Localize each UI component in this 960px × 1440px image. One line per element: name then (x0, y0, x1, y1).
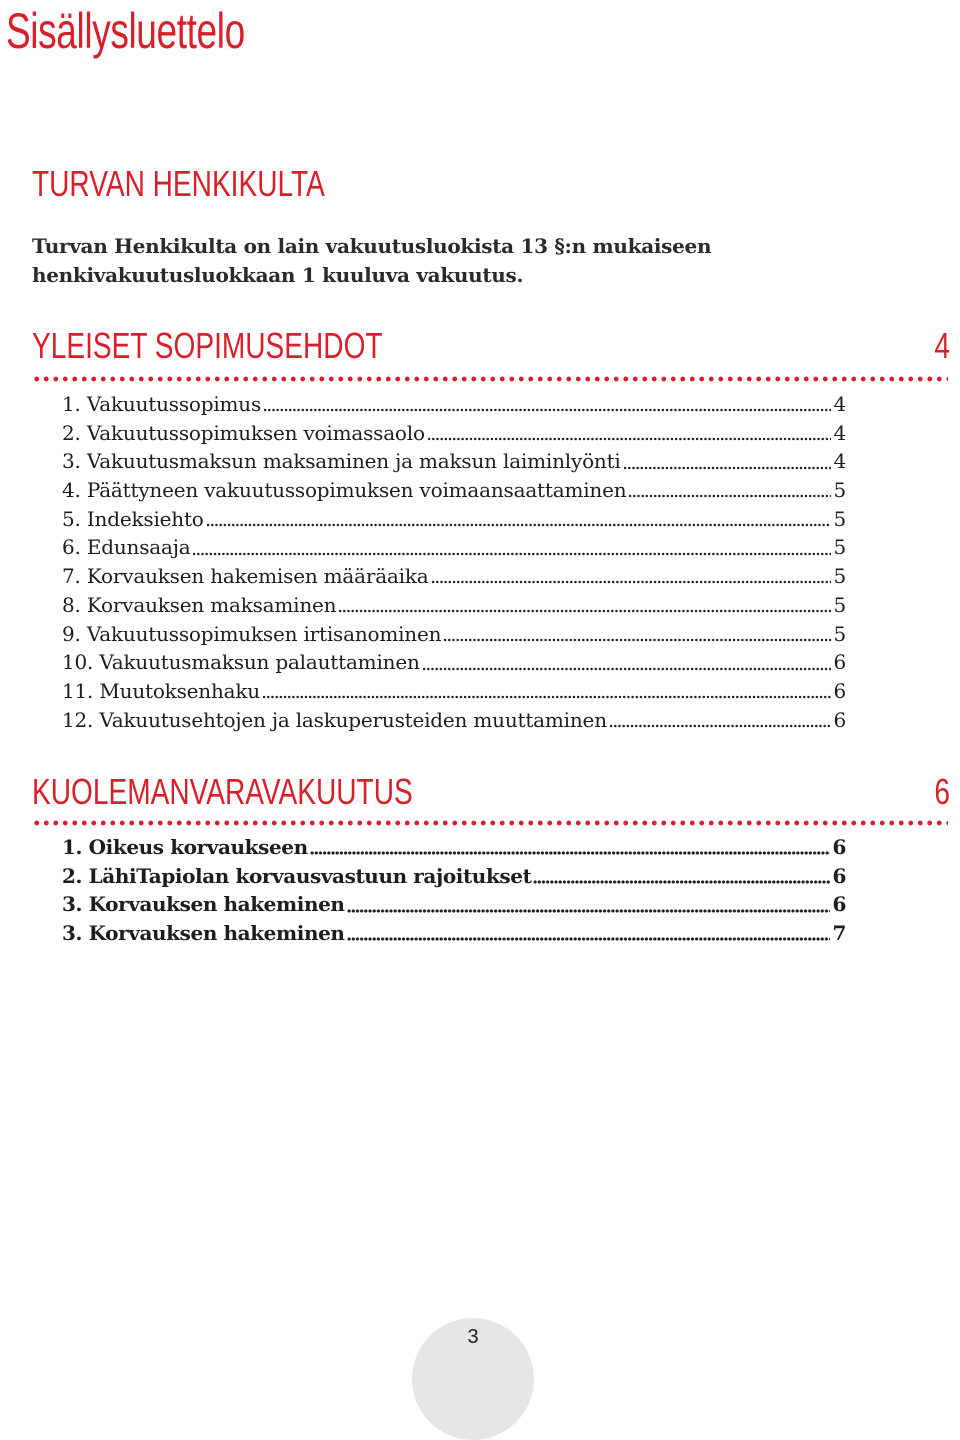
toc-entry[interactable] (62, 505, 846, 534)
toc-entry[interactable] (62, 648, 846, 677)
dot-leader (609, 709, 832, 731)
toc-entry-page: 7 (832, 921, 846, 946)
toc-entry[interactable] (62, 447, 846, 476)
section-page-yleiset: 4 (934, 325, 950, 366)
section-heading-turvan: TURVAN HENKIKULTA (32, 163, 325, 204)
dot-leader (192, 537, 831, 559)
dotted-divider (32, 376, 948, 382)
toc-list-kuolema (62, 833, 846, 948)
dot-leader (347, 894, 831, 916)
toc-entry[interactable] (62, 833, 846, 862)
toc-entry-page: 4 (833, 420, 846, 445)
toc-entry-label: 2. Vakuutussopimuksen voimassaolo (62, 420, 425, 445)
toc-entry-label: 6. Edunsaaja (62, 535, 191, 560)
dotted-divider (32, 820, 948, 826)
section-heading-yleiset: YLEISET SOPIMUSEHDOT (32, 325, 383, 366)
toc-entry-page: 6 (832, 835, 846, 859)
toc-entry-page: 6 (832, 863, 846, 888)
toc-entry[interactable] (62, 591, 846, 620)
toc-entry[interactable] (62, 533, 846, 562)
dot-leader (338, 594, 831, 616)
toc-entry-label: 1. Vakuutussopimus (62, 392, 262, 416)
toc-entry[interactable] (62, 677, 846, 706)
toc-entry-label: 3. Korvauksen hakeminen (62, 921, 345, 946)
toc-entry[interactable] (62, 890, 846, 919)
dot-leader (443, 623, 831, 645)
toc-entry[interactable] (62, 476, 846, 505)
dot-leader (533, 865, 830, 887)
toc-entry-page: 5 (833, 621, 846, 646)
toc-entry-page: 5 (833, 506, 846, 531)
toc-entry-page: 5 (833, 478, 846, 503)
toc-entry-label: 3. Korvauksen hakeminen (62, 892, 345, 917)
toc-entry[interactable] (62, 562, 846, 591)
toc-entry-page: 4 (833, 449, 846, 474)
dot-leader (422, 652, 832, 674)
page-number: 3 (467, 1326, 479, 1348)
toc-entry-page: 5 (833, 535, 846, 560)
toc-entry[interactable] (62, 706, 846, 735)
page-title: Sisällysluettelo (6, 3, 245, 59)
dot-leader (628, 479, 831, 501)
dot-leader (262, 680, 831, 702)
toc-entry-label: 5. Indeksiehto (62, 506, 204, 531)
dot-leader (427, 422, 832, 444)
toc-entry-label: 9. Vakuutussopimuksen irtisanominen (62, 621, 442, 646)
dot-leader (206, 508, 832, 530)
toc-entry-label: 7. Korvauksen hakemisen määräaika (62, 564, 429, 589)
toc-entry-page: 5 (833, 564, 846, 589)
dot-leader (623, 451, 832, 473)
section-page-kuolema: 6 (934, 771, 950, 812)
toc-entry-label: 1. Oikeus korvaukseen (62, 835, 308, 859)
toc-entry-page: 4 (833, 392, 846, 416)
toc-entry[interactable] (62, 620, 846, 649)
intro-text: Turvan Henkikulta on lain vakuutusluokista 13 §:n mukaiseen henkivakuutusluokkaan 1 kuuluva vakuutus. (32, 234, 712, 287)
toc-entry[interactable] (62, 390, 846, 419)
toc-entry-label: 8. Korvauksen maksaminen (62, 592, 337, 617)
toc-entry[interactable] (62, 862, 846, 891)
dot-leader (263, 393, 831, 415)
section-heading-kuolema: KUOLEMANVARAVAKUUTUS (32, 771, 413, 812)
toc-entry-label: 10. Vakuutusmaksun palauttaminen (62, 650, 420, 675)
dot-leader (310, 836, 831, 858)
dot-leader (431, 565, 832, 587)
toc-entry-page: 6 (832, 892, 846, 917)
toc-list-yleiset (62, 390, 846, 734)
toc-entry-label: 11. Muutoksenhaku (62, 678, 260, 703)
dot-leader (347, 922, 831, 944)
toc-entry-label: 3. Vakuutusmaksun maksaminen ja maksun laiminlyönti (62, 449, 621, 474)
toc-entry-page: 6 (833, 707, 846, 732)
toc-entry[interactable] (62, 919, 846, 948)
toc-entry-label: 2. LähiTapiolan korvausvastuun rajoitukset (62, 863, 532, 888)
toc-entry[interactable] (62, 419, 846, 448)
toc-entry-page: 6 (833, 678, 846, 703)
toc-entry-label: 4. Päättyneen vakuutussopimuksen voimaansaattaminen (62, 478, 627, 503)
toc-entry-page: 6 (833, 650, 846, 675)
toc-entry-page: 5 (833, 592, 846, 617)
toc-entry-label: 12. Vakuutusehtojen ja laskuperusteiden muuttaminen (62, 707, 607, 732)
